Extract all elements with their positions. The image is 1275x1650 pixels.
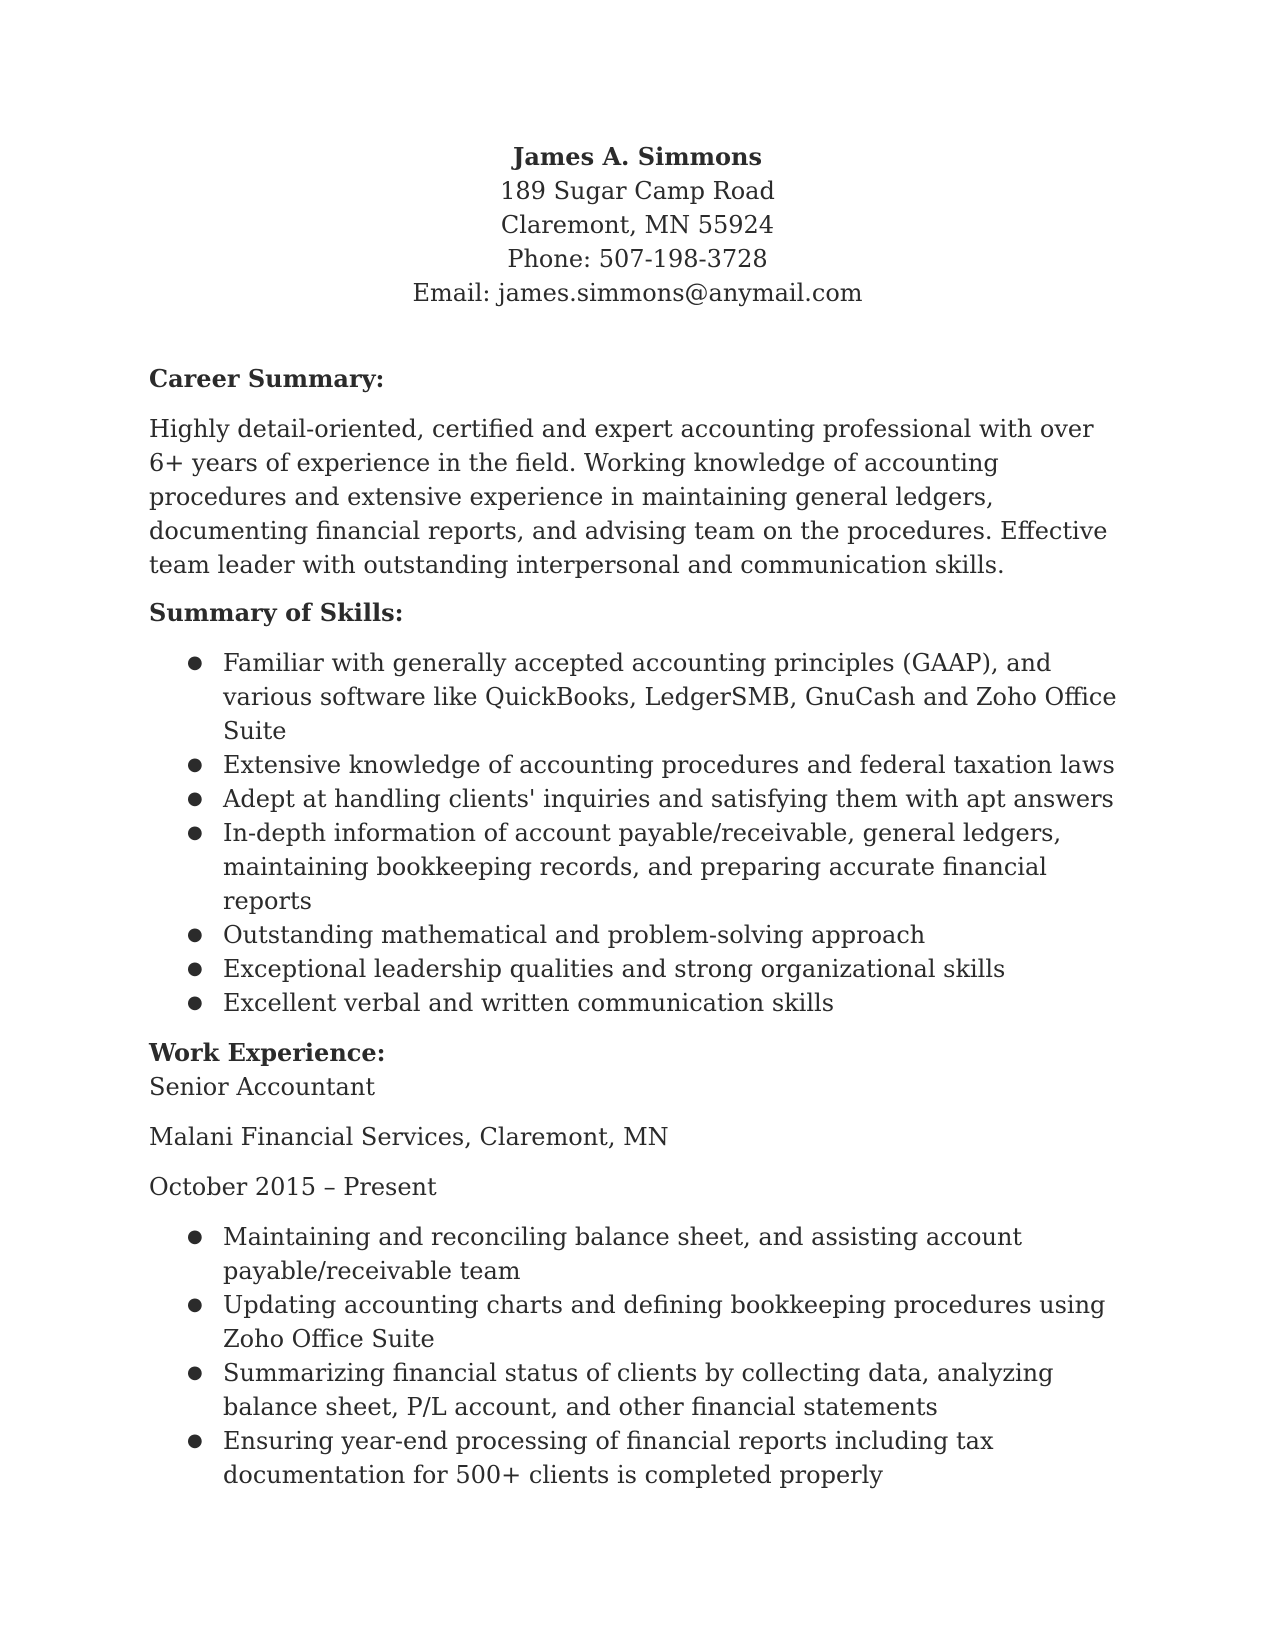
company-line: Malani Financial Services, Claremont, MN: [149, 1123, 669, 1151]
bullet-icon: ●: [187, 992, 203, 1013]
resume-page: [149, 140, 1129, 1492]
contact-header: [0, 140, 1275, 310]
bullet-icon: ●: [187, 924, 203, 945]
bullet-icon: ●: [187, 958, 203, 979]
skill-text: Familiar with generally accepted accounting principles (GAAP), and various software like QuickBooks, LedgerSMB, GnuCash and Zoho Office Suite: [223, 649, 1117, 745]
bullet-icon: ●: [187, 652, 203, 673]
skills-list: [149, 646, 1129, 1020]
bullet-icon: ●: [187, 788, 203, 809]
list-item: [149, 1288, 1129, 1356]
bullet-icon: ●: [187, 754, 203, 775]
bullet-icon: ●: [187, 1226, 203, 1247]
list-item: [149, 748, 1129, 782]
duty-text: Maintaining and reconciling balance sheet, and assisting account payable/receivable team: [223, 1223, 1023, 1285]
list-item: [149, 986, 1129, 1020]
list-item: [149, 1356, 1129, 1424]
skills-heading: Summary of Skills:: [149, 598, 404, 627]
applicant-name: James A. Simmons: [513, 142, 762, 171]
skill-text: Excellent verbal and written communication skills: [223, 989, 835, 1017]
address-line-1: 189 Sugar Camp Road: [500, 177, 775, 205]
duty-text: Ensuring year-end processing of financial reports including tax documentation for 500+ clients is completed properly: [223, 1427, 994, 1489]
bullet-icon: ●: [187, 822, 203, 843]
job-title: Senior Accountant: [149, 1073, 375, 1101]
bullet-icon: ●: [187, 1294, 203, 1315]
career-summary-heading: Career Summary:: [149, 364, 385, 393]
duty-text: Updating accounting charts and defining bookkeeping procedures using Zoho Office Suite: [223, 1291, 1106, 1353]
list-item: [149, 1424, 1129, 1492]
list-item: [149, 816, 1129, 918]
duty-text: Summarizing financial status of clients by collecting data, analyzing balance sheet, P/L account, and other financial statements: [223, 1359, 1054, 1421]
skill-text: In-depth information of account payable/receivable, general ledgers, maintaining bookkeeping records, and preparing accurate financial reports: [223, 819, 1062, 915]
skill-text: Adept at handling clients' inquiries and satisfying them with apt answers: [223, 785, 1114, 813]
work-duties-list: [149, 1220, 1129, 1492]
skill-text: Extensive knowledge of accounting procedures and federal taxation laws: [223, 751, 1115, 779]
employment-dates: October 2015 – Present: [149, 1173, 437, 1201]
work-experience-heading: Work Experience:: [149, 1038, 386, 1067]
list-item: [149, 952, 1129, 986]
career-summary-text: Highly detail-oriented, certified and expert accounting professional with over 6+ years of experience in the field. Working knowledge of accounting procedures and extensive experience in maintaining general ledgers, documenting financial reports, and advising team on the procedures. Effective team leader with outstanding interpersonal and communication skills.: [149, 415, 1108, 579]
list-item: [149, 646, 1129, 748]
list-item: [149, 1220, 1129, 1288]
email-line: Email: james.simmons@anymail.com: [412, 279, 863, 307]
skill-text: Outstanding mathematical and problem-solving approach: [223, 921, 926, 949]
list-item: [149, 918, 1129, 952]
phone-line: Phone: 507-198-3728: [507, 245, 768, 273]
address-line-2: Claremont, MN 55924: [500, 211, 775, 239]
bullet-icon: ●: [187, 1362, 203, 1383]
bullet-icon: ●: [187, 1430, 203, 1451]
list-item: [149, 782, 1129, 816]
skill-text: Exceptional leadership qualities and strong organizational skills: [223, 955, 1006, 983]
